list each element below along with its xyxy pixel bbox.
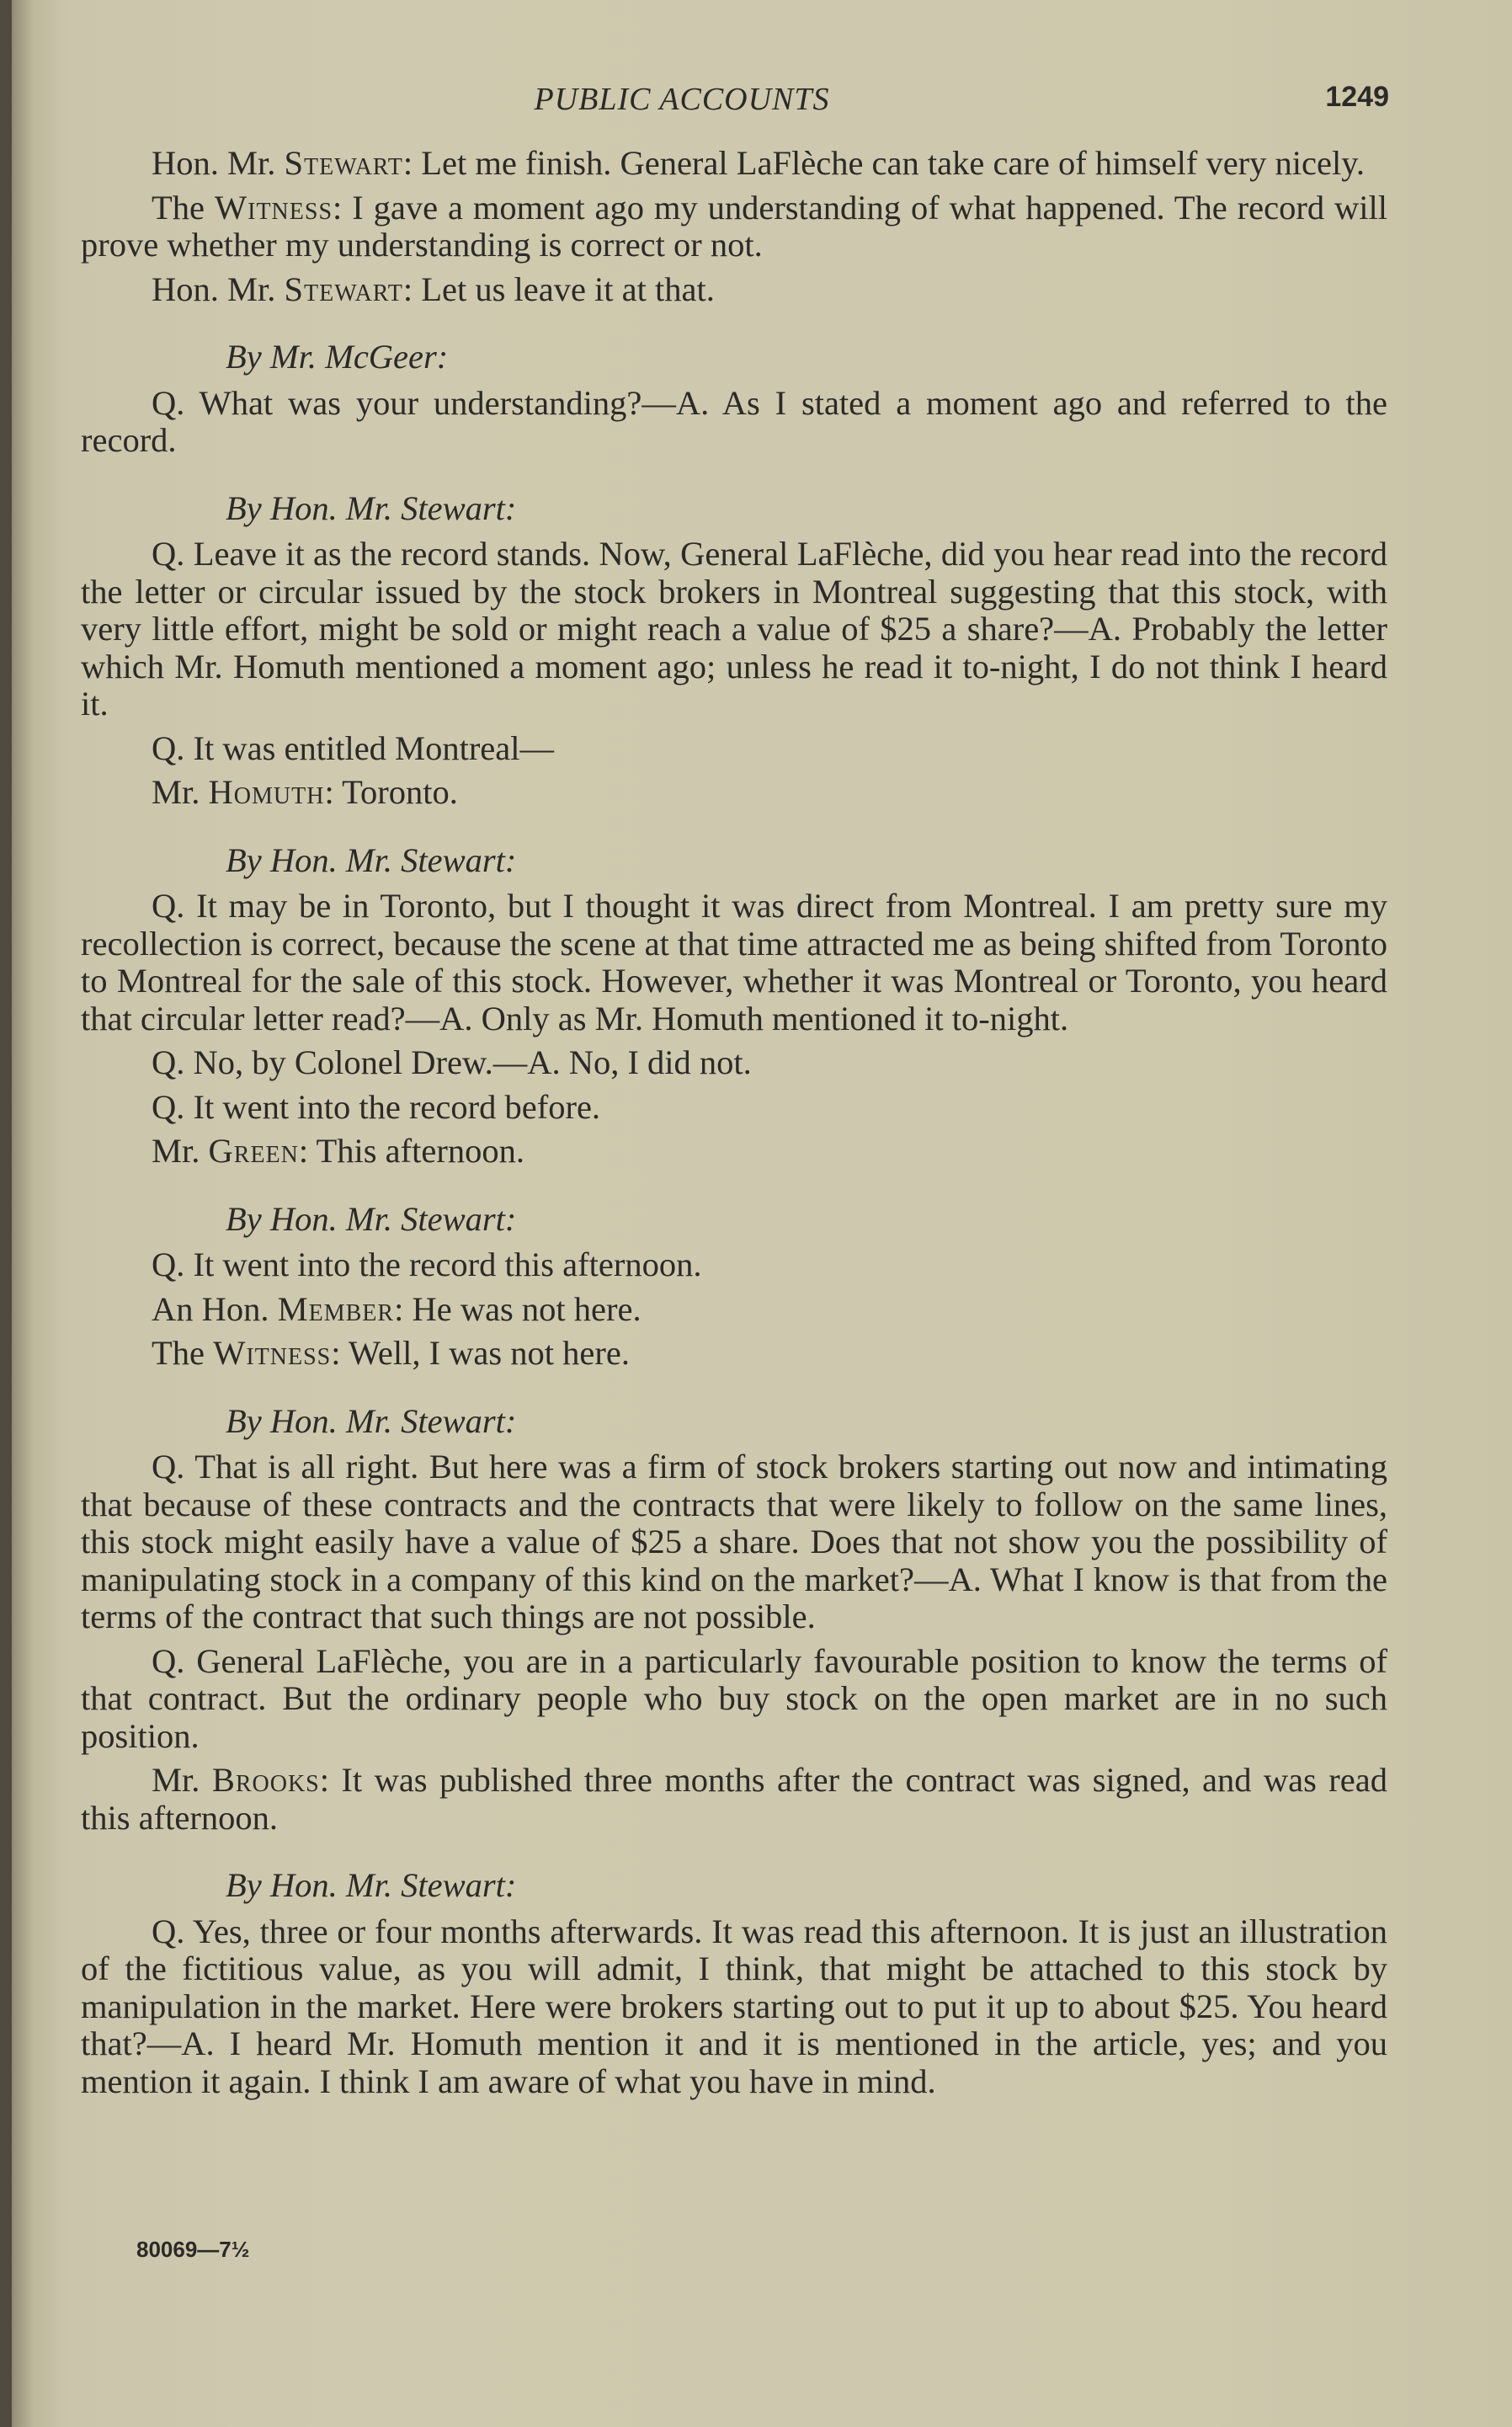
speaker-prefix: Mr. [152, 1761, 212, 1799]
paragraph-text: Q. What was your understanding?—A. As I stated a moment ago and referred to the record. [81, 383, 1387, 459]
transcript-paragraph [81, 1448, 1387, 1636]
speaker-prefix: The [152, 1334, 214, 1372]
transcript-paragraph [81, 189, 1387, 264]
transcript-paragraph [81, 1291, 1387, 1329]
running-title: PUBLIC ACCOUNTS [534, 82, 830, 117]
paragraph-text: Q. Leave it as the record stands. Now, General LaFlèche, did you hear read into the record the letter or circular issued by the stock brokers in Montreal suggesting that this stock, with very little effort, might be sold or might reach a value of $25 a share?—A. Probably the letter which Mr. Homuth mentioned a moment ago; unless he read it to-night, I do not think I heard it. [81, 535, 1387, 723]
speaker-prefix: Mr. [152, 1132, 209, 1170]
speaker-name: Member [277, 1289, 395, 1328]
transcript-paragraph [81, 385, 1387, 460]
paragraph-text: Q. It went into the record this afternoon. [152, 1246, 702, 1283]
speaker-name: Witness [214, 188, 333, 227]
examiner-byline: By Hon. Mr. Stewart: [226, 1866, 517, 1904]
speaker-name: Brooks [211, 1761, 320, 1799]
transcript-body [81, 145, 1387, 2107]
transcript-paragraph [81, 1913, 1387, 2101]
paragraph-text: Q. It may be in Toronto, but I thought it was direct from Montreal. I am pretty sure my recollection is correct, because the scene at that time attracted me as being shifted from Toronto to Montreal for the sale of this stock. However, whether it was Montreal or Toronto, you heard that circular letter read?—A. Only as Mr. Homuth mentioned it to-night. [81, 887, 1387, 1037]
transcript-paragraph [81, 1762, 1387, 1837]
paragraph-text: Q. General LaFlèche, you are in a particularly favourable position to know the terms of that contract. But the ordinary people who buy stock on the open market are in no such position. [81, 1641, 1387, 1755]
examiner-byline: By Hon. Mr. Stewart: [226, 1401, 517, 1440]
transcript-paragraph [81, 1044, 1387, 1082]
paragraph-text: Q. Yes, three or four months afterwards. It was read this afternoon. It is just an illustration of the fictitious value, as you will admit, I think, that might be attached to this stock by manipulation in the market. Here were brokers starting out to put it up to about $25. You heard that?—A. I heard Mr. Homuth mention it and it is mentioned in the article, yes; and you mention it again. I think I am aware of what you have in mind. [81, 1912, 1387, 2100]
transcript-paragraph [81, 271, 1387, 309]
speaker-name: Witness [213, 1334, 332, 1372]
transcript-paragraph [81, 730, 1387, 768]
paragraph-text: Q. That is all right. But here was a firm of stock brokers starting out now and intimating that because of these contracts and the contracts that were likely to follow on the same lines, this stock might easily have a value of $25 a share. Does that not show you the possibility of manipulating stock in a company of this kind on the market?—A. What I know is that from the terms of the contract that such things are not possible. [81, 1448, 1387, 1635]
examiner-byline: By Hon. Mr. Stewart: [226, 488, 517, 527]
paragraph-text: Q. No, by Colonel Drew.—A. No, I did not. [152, 1043, 752, 1081]
examiner-byline: By Hon. Mr. Stewart: [226, 840, 517, 879]
printer-code: 80069—7½ [136, 2237, 250, 2262]
paragraph-text: : It was published three months after the contract was signed, and was read this afternoon. [81, 1761, 1387, 1837]
transcript-paragraph [81, 1133, 1387, 1171]
running-head [0, 81, 1512, 123]
paragraph-text: : He was not here. [394, 1289, 642, 1328]
page-spine-shadow [0, 0, 12, 2427]
transcript-paragraph [81, 1643, 1387, 1756]
speaker-prefix: Hon. Mr. [152, 269, 285, 308]
paragraph-text: : Toronto. [324, 773, 458, 811]
speaker-name: Stewart [284, 269, 403, 308]
examiner-byline: By Hon. Mr. Stewart: [226, 1199, 517, 1238]
paragraph-text: : Let me finish. General LaFlèche can take care of himself very nicely. [402, 144, 1365, 182]
transcript-paragraph [81, 1246, 1387, 1284]
paragraph-text: Q. It went into the record before. [152, 1087, 601, 1126]
speaker-name: Homuth [208, 773, 325, 811]
transcript-paragraph [81, 1335, 1387, 1373]
speaker-prefix: Mr. [152, 773, 209, 811]
paragraph-text: : Let us leave it at that. [402, 269, 715, 308]
speaker-prefix: An Hon. [152, 1289, 278, 1328]
transcript-paragraph [81, 536, 1387, 723]
speaker-prefix: The [152, 188, 215, 227]
paragraph-text: : Well, I was not here. [331, 1334, 630, 1372]
transcript-paragraph [81, 774, 1387, 812]
examiner-byline: By Mr. McGeer: [226, 338, 449, 376]
paragraph-text: Q. It was entitled Montreal— [152, 728, 555, 767]
transcript-paragraph [81, 888, 1387, 1037]
page-number: 1249 [1325, 81, 1389, 113]
speaker-name: Stewart [284, 144, 403, 182]
paragraph-text: : This afternoon. [298, 1132, 524, 1170]
transcript-paragraph [81, 145, 1387, 183]
paragraph-text: : I gave a moment ago my understanding of what happened. The record will prove whether my understanding is correct or not. [81, 188, 1387, 264]
transcript-paragraph [81, 1089, 1387, 1127]
speaker-prefix: Hon. Mr. [152, 144, 285, 182]
speaker-name: Green [208, 1132, 299, 1170]
